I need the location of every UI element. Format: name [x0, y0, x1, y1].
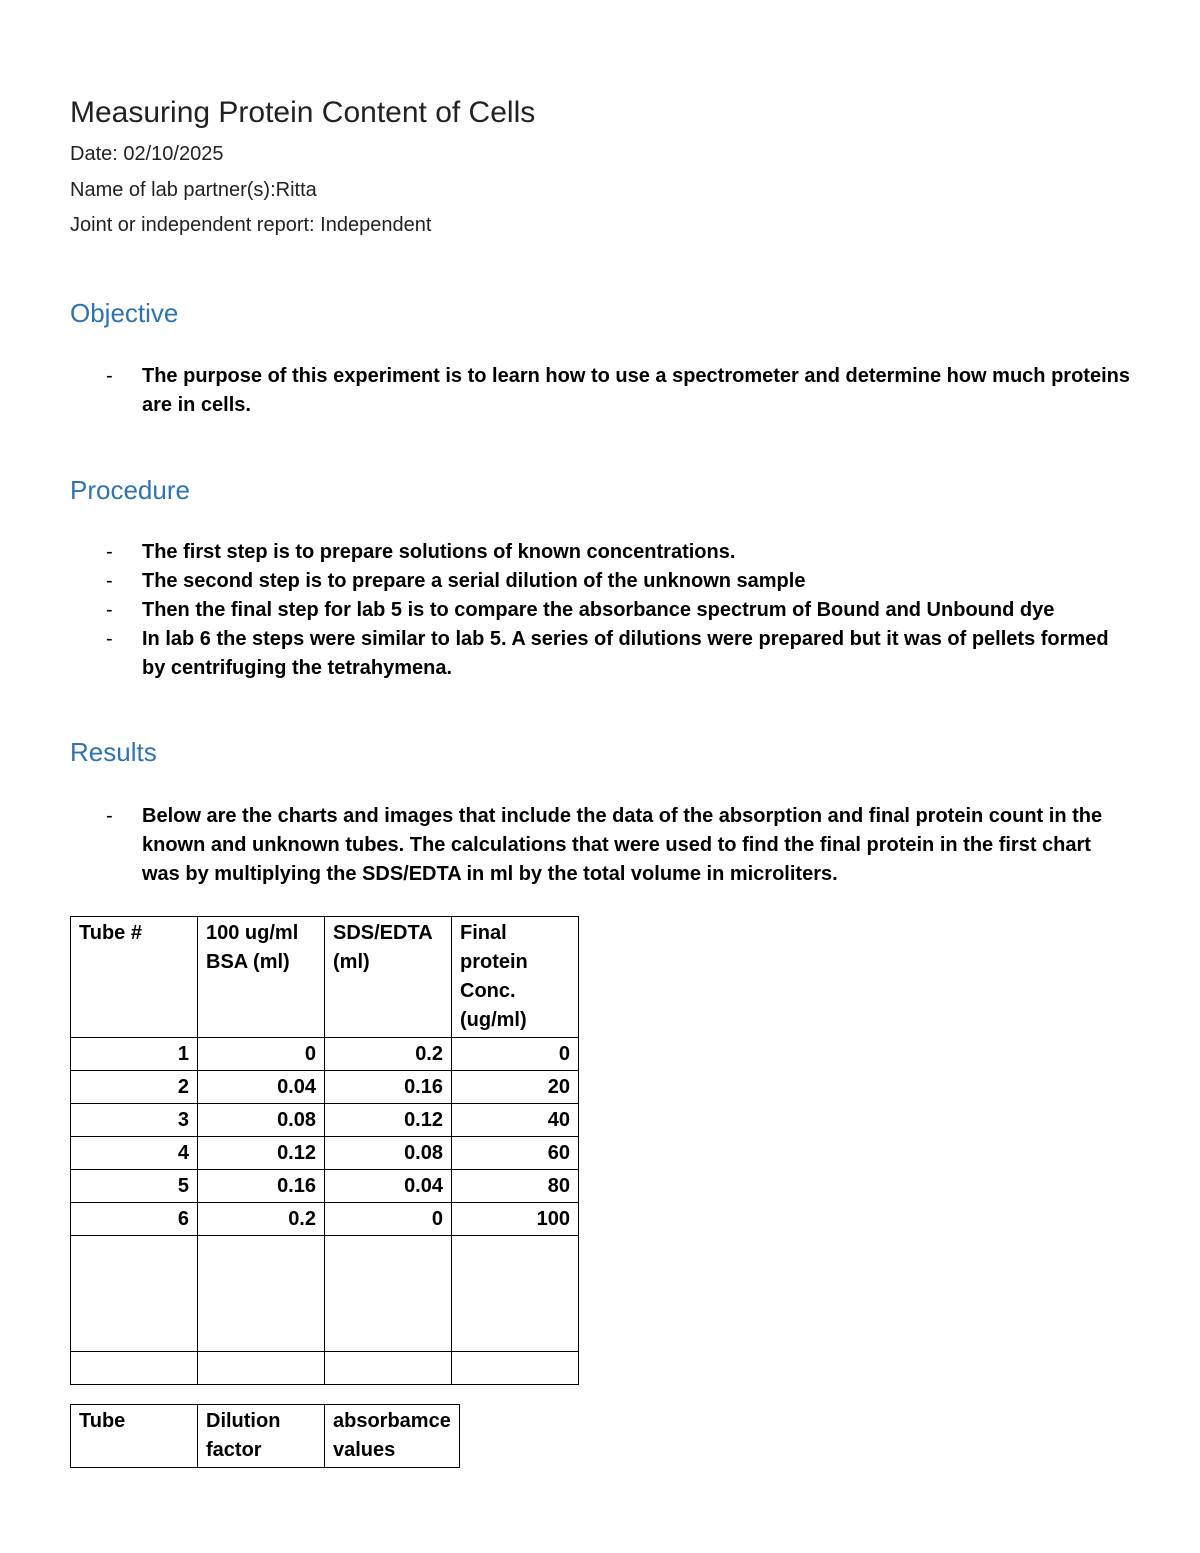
table-cell	[71, 1236, 198, 1352]
procedure-bullet	[70, 567, 1130, 596]
procedure-bullet-text: The second step is to prepare a serial dilution of the unknown sample	[142, 570, 806, 592]
table-cell: 0	[325, 1203, 452, 1236]
table-cell	[452, 1236, 579, 1352]
table-cell: 0.2	[325, 1038, 452, 1071]
bullet-dash: -	[106, 365, 113, 387]
table-cell: 0.16	[198, 1170, 325, 1203]
table-row	[71, 1137, 579, 1170]
table-cell: 3	[71, 1104, 198, 1137]
results-list	[70, 802, 1130, 889]
header-tube: Tube	[71, 1405, 198, 1468]
bullet-dash: -	[106, 805, 113, 827]
header-final-protein-conc: Final protein Conc. (ug/ml)	[452, 917, 579, 1038]
table-header-row	[71, 917, 579, 1038]
table-cell: 40	[452, 1104, 579, 1137]
table-cell: 0.16	[325, 1071, 452, 1104]
table-row	[71, 1038, 579, 1071]
table-cell: 4	[71, 1137, 198, 1170]
table-cell: 0.08	[198, 1104, 325, 1137]
table-row	[71, 1071, 579, 1104]
header-sds-edta-ml: SDS/EDTA (ml)	[325, 917, 452, 1038]
table-cell	[325, 1352, 452, 1385]
objective-list	[70, 362, 1130, 420]
table-row	[71, 1104, 579, 1137]
table-cell: 5	[71, 1170, 198, 1203]
dilution-absorbance-table	[70, 1404, 460, 1468]
header-absorbance-values: absorbamce values	[325, 1405, 460, 1468]
bullet-dash: -	[106, 599, 113, 621]
header-bsa-ml: 100 ug/ml BSA (ml)	[198, 917, 325, 1038]
table-cell: 0.04	[325, 1170, 452, 1203]
table-row-empty	[71, 1236, 579, 1352]
procedure-bullet-text: Then the final step for lab 5 is to compare the absorbance spectrum of Bound and Unbound dye	[142, 599, 1055, 621]
table-cell	[325, 1236, 452, 1352]
table-cell: 0.12	[325, 1104, 452, 1137]
procedure-list	[70, 538, 1130, 683]
table-cell	[452, 1352, 579, 1385]
table-cell: 2	[71, 1071, 198, 1104]
bullet-dash: -	[106, 628, 113, 650]
bsa-standards-table	[70, 916, 579, 1385]
table-cell: 0.08	[325, 1137, 452, 1170]
table-cell: 100	[452, 1203, 579, 1236]
bullet-dash: -	[106, 541, 113, 563]
table-cell	[71, 1352, 198, 1385]
table-cell: 0	[198, 1038, 325, 1071]
table-cell: 0.12	[198, 1137, 325, 1170]
results-bullet	[70, 802, 1130, 889]
procedure-bullet-text: The first step is to prepare solutions of known concentrations.	[142, 541, 736, 563]
document-title: Measuring Protein Content of Cells	[70, 96, 536, 129]
table-row	[71, 1170, 579, 1203]
table-cell: 80	[452, 1170, 579, 1203]
procedure-bullet-text: In lab 6 the steps were similar to lab 5. A series of dilutions were prepared but it was of pellets formed by centrifuging the tetrahymena.	[142, 628, 1109, 679]
header-tube-number: Tube #	[71, 917, 198, 1038]
table-cell: 0	[452, 1038, 579, 1071]
objective-bullet	[70, 362, 1130, 420]
procedure-bullet	[70, 596, 1130, 625]
table-cell: 0.2	[198, 1203, 325, 1236]
report-type-line: Joint or independent report: Independent	[70, 214, 432, 236]
results-bullet-text: Below are the charts and images that include the data of the absorption and final protein count in the known and unknown tubes. The calculations that were used to find the final protein in the first chart was by multiplying the SDS/EDTA in ml by the total volume in microliters.	[142, 805, 1103, 885]
table-cell: 1	[71, 1038, 198, 1071]
procedure-heading: Procedure	[70, 475, 190, 505]
table-cell: 0.04	[198, 1071, 325, 1104]
results-heading: Results	[70, 737, 157, 767]
table-row-empty	[71, 1352, 579, 1385]
date-line: Date: 02/10/2025	[70, 143, 224, 165]
lab-partner-line: Name of lab partner(s):Ritta	[70, 179, 317, 201]
procedure-bullet	[70, 625, 1130, 683]
table-header-row	[71, 1405, 460, 1468]
table-cell	[198, 1236, 325, 1352]
procedure-bullet	[70, 538, 1130, 567]
table-cell	[198, 1352, 325, 1385]
table-cell: 6	[71, 1203, 198, 1236]
objective-heading: Objective	[70, 298, 179, 328]
table-cell: 60	[452, 1137, 579, 1170]
objective-bullet-text: The purpose of this experiment is to learn how to use a spectrometer and determine how much proteins are in cells.	[142, 365, 1130, 416]
header-dilution-factor: Dilution factor	[198, 1405, 325, 1468]
table-row	[71, 1203, 579, 1236]
bullet-dash: -	[106, 570, 113, 592]
table-cell: 20	[452, 1071, 579, 1104]
